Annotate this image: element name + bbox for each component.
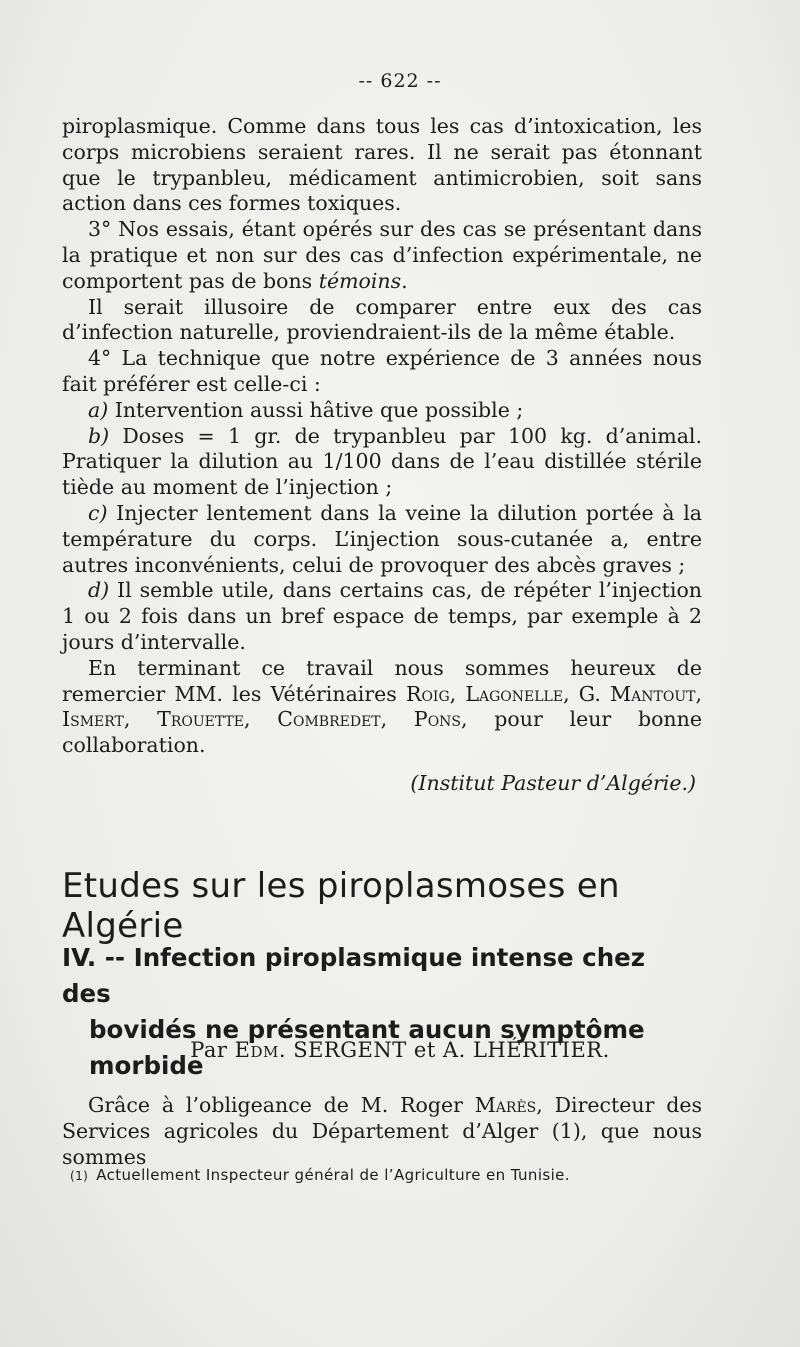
vet-name: Pons xyxy=(413,707,462,732)
footnote-mark: (1) xyxy=(70,1169,89,1183)
vet-name: Mantout xyxy=(610,681,696,706)
vet-name: Trouette xyxy=(157,707,245,732)
paragraph-point-4: 4° La technique que notre expérience de 3 années nous fait préférer est celle-ci : xyxy=(62,346,702,396)
acknowledgements-paragraph xyxy=(62,656,702,759)
list-item-b xyxy=(62,424,702,501)
list-item-a xyxy=(62,398,702,424)
authors-line xyxy=(0,1038,800,1062)
author-last-name: SERGENT xyxy=(286,1038,407,1062)
subtitle-line-2: bovidés ne présentant aucun symptôme morbide xyxy=(89,1015,645,1080)
list-text: Il semble utile, dans certains cas, de répéter l’injection 1 ou 2 fois dans un bref espace de temps, par exemple à 2 jours d’intervalle. xyxy=(62,578,702,654)
list-label: b) xyxy=(88,423,110,448)
emphasis-temoins: témoins xyxy=(318,268,402,293)
paragraph: piroplasmique. Comme dans tous les cas d’intoxication, les corps microbiens seraient rares. Il ne serait pas étonnant que le trypanbleu, médicament antimicrobien, soit sans action dans ces formes toxiques. xyxy=(62,114,702,216)
footnote xyxy=(70,1166,710,1184)
subtitle-line-1: IV. -- Infection piroplasmique intense chez des xyxy=(62,943,646,1008)
paragraph-text: 3° Nos essais, étant opérés sur des cas se présentant dans la pratique et non sur des cas d’infection expérimentale, ne comportent pas de bons xyxy=(62,217,702,293)
article-subtitle xyxy=(62,940,702,1084)
list-text: Doses = 1 gr. de trypanbleu par 100 kg. d’animal. Pratiquer la dilution au 1/100 dans de l’eau distillée stérile tiède au moment de l’injection ; xyxy=(62,423,702,500)
list-label: c) xyxy=(88,500,108,525)
list-label: a) xyxy=(88,397,109,422)
list-label: d) xyxy=(88,578,110,603)
separator: , xyxy=(380,707,414,732)
separator: , xyxy=(123,707,158,732)
vet-name: Combredet xyxy=(277,707,381,732)
thanks-text: , pour leur bonne collaboration. xyxy=(62,707,702,758)
intro-text: , Directeur des Services agricoles du Département d’Alger (1), que nous sommes xyxy=(62,1093,702,1169)
list-item-d xyxy=(62,578,702,655)
page-number: -- 622 -- xyxy=(358,70,442,92)
intro-text: Grâce à l’obligeance de M. Roger xyxy=(88,1093,475,1117)
paragraph-point-3 xyxy=(62,217,702,294)
authors-prefix: Par xyxy=(190,1038,235,1062)
separator: , xyxy=(244,707,278,732)
list-text: Injecter lentement dans la veine la dilution portée à la température du corps. L’injection sous-cutanée a, entre autres inconvénients, celui de provoquer des abcès graves ; xyxy=(62,500,702,577)
article-title: Etudes sur les piroplasmoses en Algérie xyxy=(62,866,620,946)
vet-name: Ismert xyxy=(62,707,124,732)
vet-name: Roig xyxy=(406,681,450,706)
author-first-name: Edm. xyxy=(234,1038,287,1062)
institution-signature: (Institut Pasteur d’Algérie.) xyxy=(410,770,696,795)
second-author: et A. LHÉRITIER. xyxy=(406,1038,610,1062)
previous-article-text xyxy=(62,114,702,797)
paragraph: Il serait illusoire de comparer entre eux des cas d’infection naturelle, proviendraient-ils de la même étable. xyxy=(62,294,702,345)
vet-name: Lagonelle xyxy=(465,681,564,706)
footnote-text: Actuellement Inspecteur général de l’Agriculture en Tunisie. xyxy=(96,1166,570,1184)
separator: , xyxy=(695,681,702,706)
thanks-text: En terminant ce travail nous sommes heureux de remercier MM. les Vétérinaires xyxy=(62,655,702,706)
separator: , xyxy=(449,681,466,706)
paragraph-end: . xyxy=(401,268,408,293)
list-item-c xyxy=(62,501,702,578)
separator: , G. xyxy=(563,681,611,706)
article-intro xyxy=(62,1092,702,1170)
person-name: Marès xyxy=(474,1093,537,1117)
intro-paragraph xyxy=(62,1092,702,1170)
list-text: Intervention aussi hâtive que possible ; xyxy=(108,397,524,422)
